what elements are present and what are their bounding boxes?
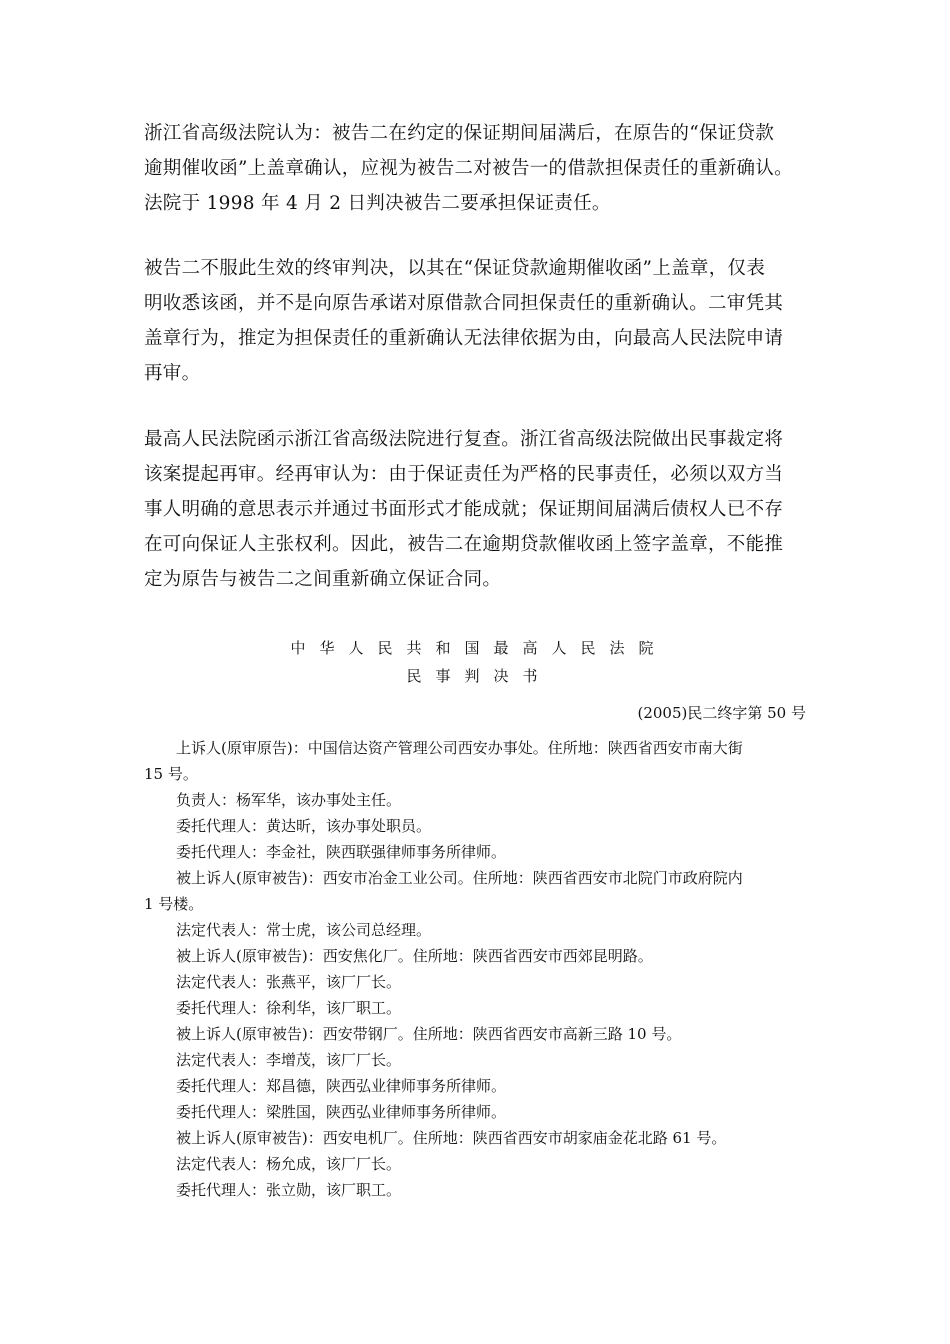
text-line: 该案提起再审。经再审认为：由于保证责任为严格的民事责任，必须以双方当 bbox=[144, 464, 784, 485]
party-line: 被上诉人(原审被告)：西安电机厂。住所地：陕西省西安市胡家庙金花北路 61 号。 bbox=[176, 1129, 727, 1147]
text-line: 明收悉该函，并不是向原告承诺对原借款合同担保责任的重新确认。二审凭其 bbox=[144, 293, 784, 314]
party-line: 1 号楼。 bbox=[144, 895, 204, 913]
party-line: 被上诉人(原审被告)：西安带钢厂。住所地：陕西省西安市高新三路 10 号。 bbox=[176, 1025, 682, 1043]
text-line: 逾期催收函”上盖章确认，应视为被告二对被告一的借款担保责任的重新确认。 bbox=[144, 158, 793, 179]
document-title: 民事判决书 bbox=[406, 667, 552, 685]
text-line: 最高人民法院函示浙江省高级法院进行复查。浙江省高级法院做出民事裁定将 bbox=[144, 429, 784, 450]
paragraph-1 bbox=[144, 116, 814, 221]
party-list bbox=[144, 735, 814, 1203]
text-line: 法院于 1998 年 4 月 2 日判决被告二要承担保证责任。 bbox=[144, 193, 611, 214]
court-title: 中华人民共和国最高人民法院 bbox=[290, 639, 668, 657]
party-line: 委托代理人：张立勋，该厂职工。 bbox=[176, 1181, 402, 1199]
text-line: 被告二不服此生效的终审判决，以其在“保证贷款逾期催收函”上盖章，仅表 bbox=[144, 258, 766, 279]
party-line: 委托代理人：李金社，陕西联强律师事务所律师。 bbox=[176, 843, 507, 861]
text-line: 浙江省高级法院认为：被告二在约定的保证期间届满后，在原告的“保证贷款 bbox=[144, 123, 775, 144]
party-line: 委托代理人：黄达昕，该办事处职员。 bbox=[176, 817, 432, 835]
paragraph-3 bbox=[144, 422, 814, 597]
party-line: 委托代理人：郑昌德，陕西弘业律师事务所律师。 bbox=[176, 1077, 507, 1095]
party-line: 被上诉人(原审被告)：西安市冶金工业公司。住所地：陕西省西安市北院门市政府院内 bbox=[176, 869, 743, 887]
paragraph-2 bbox=[144, 251, 814, 391]
party-line: 被上诉人(原审被告)：西安焦化厂。住所地：陕西省西安市西郊昆明路。 bbox=[176, 947, 653, 965]
text-line: 盖章行为，推定为担保责任的重新确认无法律依据为由，向最高人民法院申请 bbox=[144, 328, 784, 349]
text-line: 在可向保证人主张权利。因此，被告二在逾期贷款催收函上签字盖章，不能推 bbox=[144, 534, 784, 555]
party-line: 法定代表人：杨允成，该厂厂长。 bbox=[176, 1155, 402, 1173]
party-line: 上诉人(原审原告)：中国信达资产管理公司西安办事处。住所地：陕西省西安市南大街 bbox=[176, 739, 743, 757]
text-line: 定为原告与被告二之间重新确立保证合同。 bbox=[144, 569, 502, 590]
party-line: 法定代表人：李增茂，该厂厂长。 bbox=[176, 1051, 402, 1069]
party-line: 15 号。 bbox=[144, 765, 198, 783]
party-line: 委托代理人：梁胜国，陕西弘业律师事务所律师。 bbox=[176, 1103, 507, 1121]
party-line: 法定代表人：常士虎，该公司总经理。 bbox=[176, 921, 432, 939]
party-line: 委托代理人：徐利华，该厂职工。 bbox=[176, 999, 402, 1017]
party-line: 法定代表人：张燕平，该厂厂长。 bbox=[176, 973, 402, 991]
text-line: 再审。 bbox=[144, 363, 201, 384]
case-number: (2005)民二终字第 50 号 bbox=[637, 704, 806, 722]
text-line: 事人明确的意思表示并通过书面形式才能成就；保证期间届满后债权人已不存 bbox=[144, 499, 784, 520]
party-line: 负责人：杨军华，该办事处主任。 bbox=[176, 791, 402, 809]
